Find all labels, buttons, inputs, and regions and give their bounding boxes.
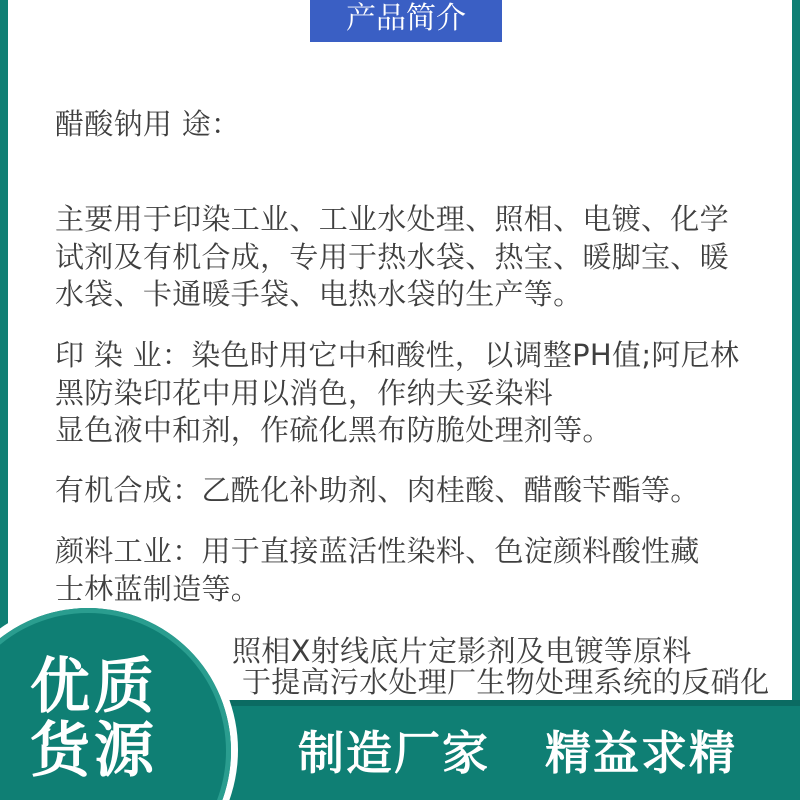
dyeing-industry-paragraph: 印 染 业：染色时用它中和酸性，以调整PH值;阿尼林 黑防染印花中用以消色，作纳夫妥染料 显色液中和剂，作硫化黑布防脆处理剂等。 bbox=[55, 338, 740, 447]
slogan-excellence: 精益求精 bbox=[545, 726, 737, 780]
photography-paragraph: 照相X射线底片定影剂及电镀等原料 bbox=[232, 634, 692, 668]
main-usage-paragraph: 主要用于印染工业、工业水处理、照相、电镀、化学 试剂及有机合成，专用于热水袋、热宝、暖脚宝、暖 水袋、卡通暖手袋、电热水袋的生产等。 bbox=[55, 202, 729, 311]
pigment-industry-paragraph: 颜料工业：用于直接蓝活性染料、色淀颜料酸性藏 士林蓝制造等。 bbox=[55, 534, 700, 606]
water-treatment-paragraph: 于提高污水处理厂生物处理系统的反硝化 bbox=[242, 665, 770, 699]
badge-text-quality: 优质 bbox=[30, 652, 158, 722]
badge-text-supply: 货源 bbox=[30, 716, 158, 786]
usage-heading: 醋酸钠用 途： bbox=[55, 107, 241, 141]
slogan-manufacturer: 制造厂家 bbox=[298, 726, 490, 780]
section-title-tab: 产品简介 bbox=[310, 0, 502, 42]
organic-synthesis-paragraph: 有机合成：乙酰化补助剂、肉桂酸、醋酸苄酯等。 bbox=[55, 473, 700, 507]
